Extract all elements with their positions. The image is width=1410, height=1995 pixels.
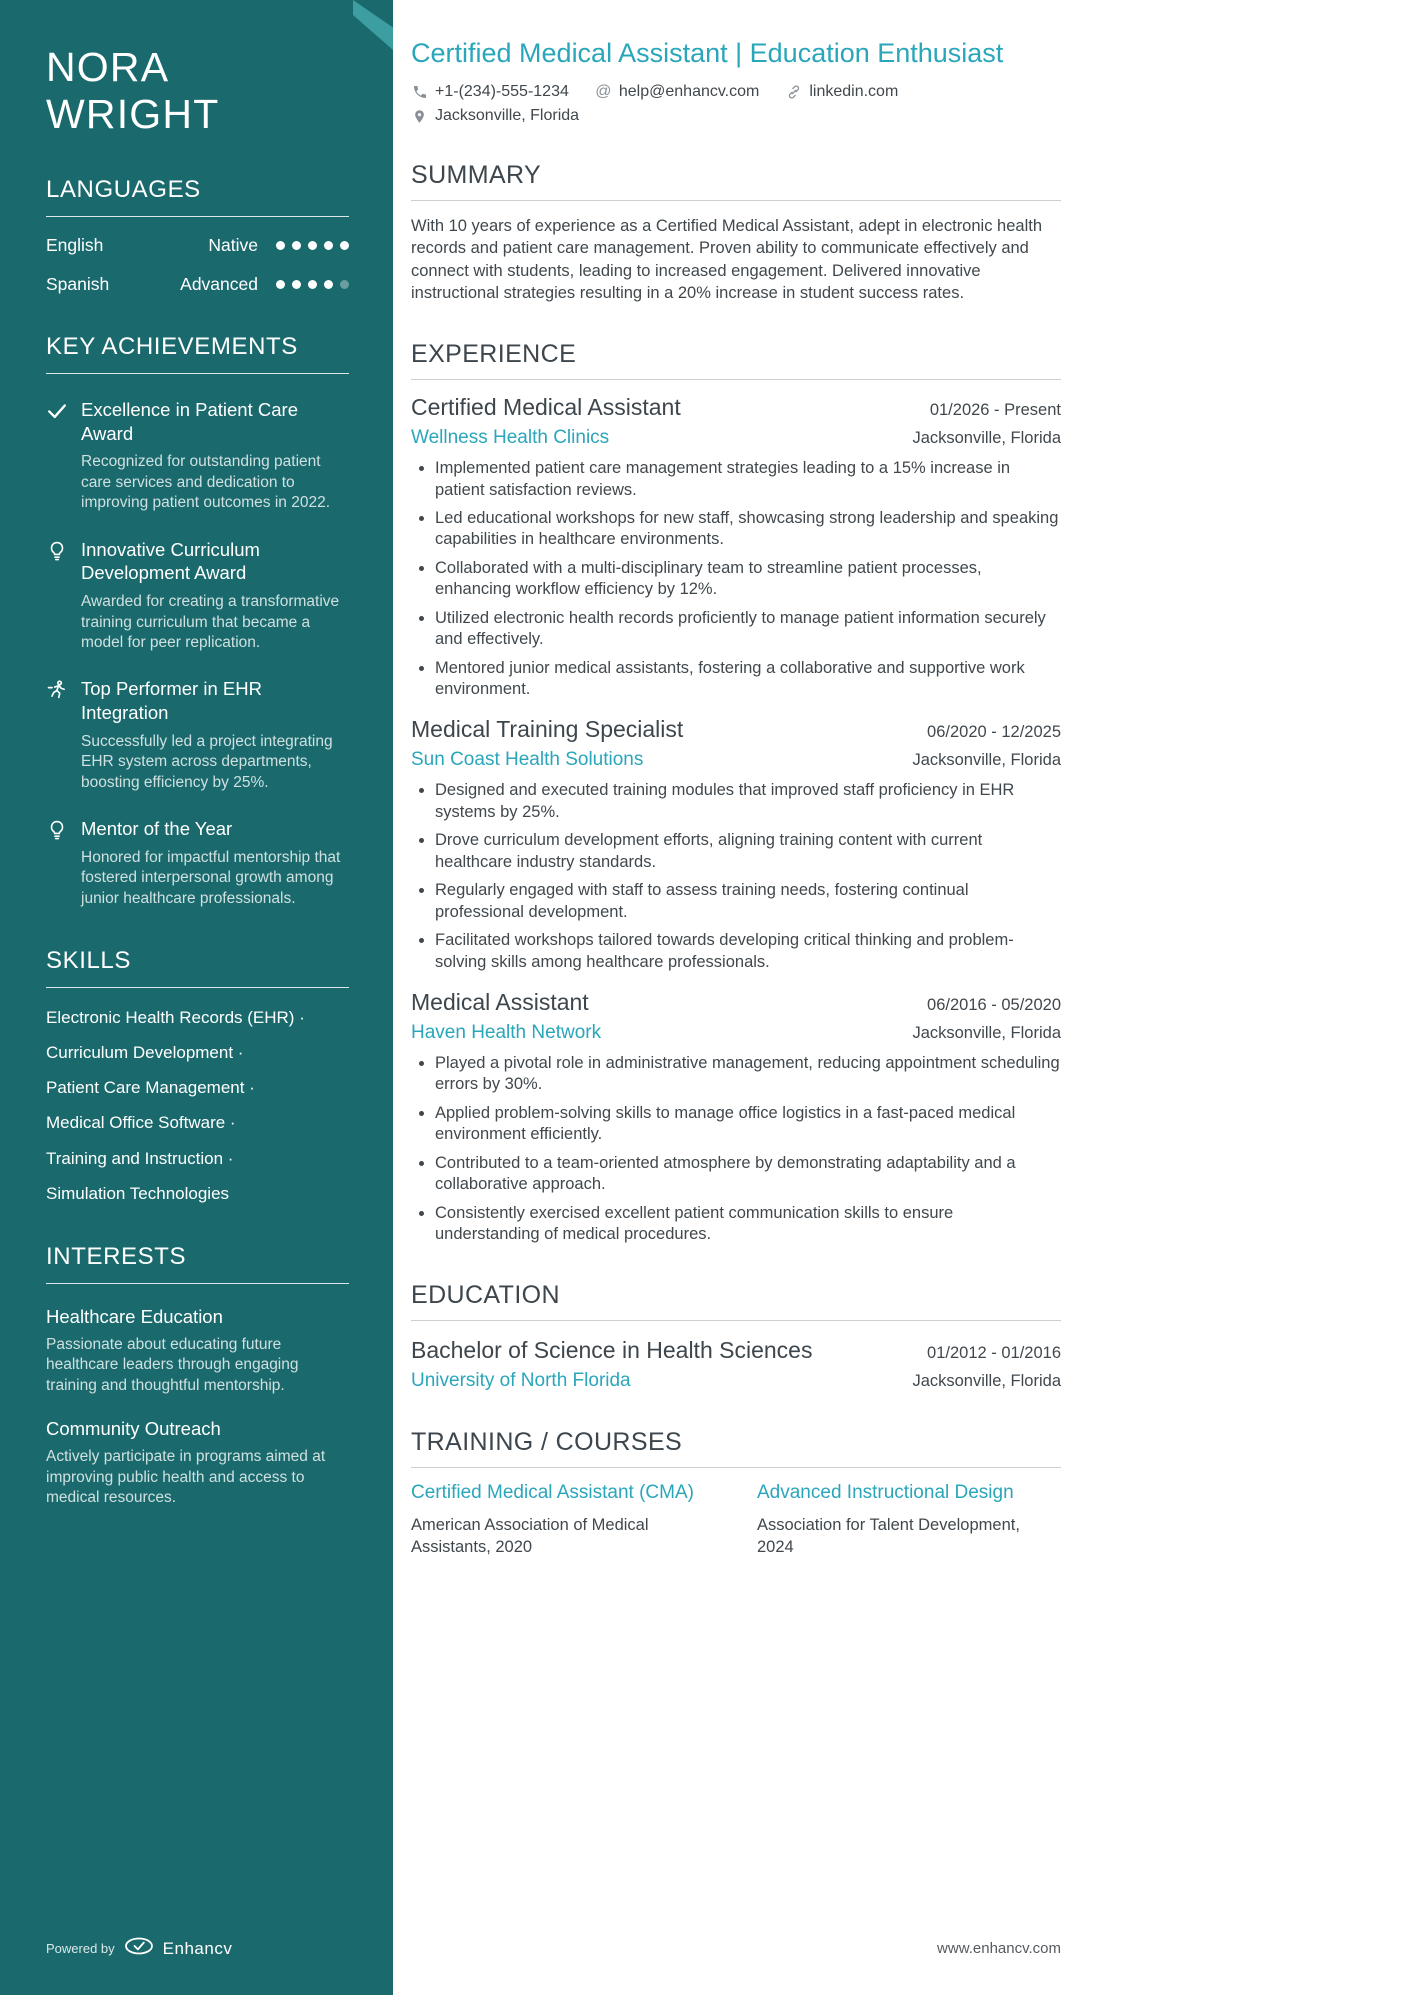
course-item xyxy=(411,1482,715,1559)
experience-entry xyxy=(411,989,1061,1246)
summary-text: With 10 years of experience as a Certified Medical Assistant, adept in electronic health records and patient care management. Proven ability to communicate effectively and connect with students, leading to increased engagement. Delivered innovative instructional strategies resulting in a 20% increase in student success rates. xyxy=(411,217,1042,302)
language-row xyxy=(46,235,349,256)
proficiency-dot xyxy=(292,280,301,289)
job-subheader-row xyxy=(411,427,1061,449)
email-contact[interactable] xyxy=(595,83,759,101)
achievement-title: Innovative Curriculum Development Award xyxy=(81,538,260,584)
phone-contact[interactable] xyxy=(411,83,569,101)
course-provider: American Association of Medical Assistants, 2020 xyxy=(411,1516,649,1557)
enhancv-brand-text: Enhancv xyxy=(162,1938,233,1958)
key-achievements-heading: KEY ACHIEVEMENTS xyxy=(46,333,349,374)
achievement-text: Recognized for outstanding patient care services and dedication to improving patient outcomes in 2022. xyxy=(81,453,331,512)
achievement-item xyxy=(46,677,349,793)
interest-item xyxy=(46,1418,349,1508)
language-level: Native xyxy=(208,235,258,255)
course-item xyxy=(757,1482,1061,1559)
sidebar-accent-stripe xyxy=(353,0,393,50)
education-subheader-row xyxy=(411,1370,1061,1392)
proficiency-dot xyxy=(276,241,285,250)
job-header-row xyxy=(411,716,1061,743)
achievement-text: Successfully led a project integrating EHR system across departments, boosting efficiency by 25%. xyxy=(81,732,333,791)
course-title: Advanced Instructional Design xyxy=(757,1482,1014,1504)
job-header-row xyxy=(411,989,1061,1016)
enhancv-logo-icon xyxy=(124,1936,154,1961)
achievement-item xyxy=(46,817,349,909)
job-subheader-row xyxy=(411,1022,1061,1044)
school-location: Jacksonville, Florida xyxy=(912,1372,1061,1391)
achievement-body xyxy=(81,817,349,909)
job-bullet: • Led educational workshops for new staff, showcasing strong leadership and speaking capabilities in healthcare environments. xyxy=(435,508,1061,551)
job-dates: 06/2016 - 05/2020 xyxy=(927,995,1061,1014)
job-bullets xyxy=(411,1053,1061,1246)
lightbulb-icon xyxy=(46,819,68,846)
job-bullet: • Applied problem-solving skills to manage office logistics in a fast-paced medical environment efficiently. xyxy=(435,1103,1061,1146)
training-heading: TRAINING / COURSES xyxy=(411,1428,1061,1468)
interests-section xyxy=(46,1243,349,1509)
link-text: linkedin.com xyxy=(809,83,899,100)
skills-list xyxy=(46,994,349,1205)
achievement-body xyxy=(81,398,349,514)
phone-icon xyxy=(411,84,428,101)
skill-item: Patient Care Management · xyxy=(46,1078,255,1098)
job-location: Jacksonville, Florida xyxy=(912,751,1061,770)
job-title: Medical Training Specialist xyxy=(411,716,684,743)
achievement-title: Mentor of the Year xyxy=(81,818,233,840)
experience-entry xyxy=(411,716,1061,973)
achievement-body xyxy=(81,677,349,793)
email-at-icon: @ xyxy=(595,83,612,100)
education-dates: 01/2012 - 01/2016 xyxy=(927,1344,1061,1363)
job-bullet: • Contributed to a team-oriented atmosphere by demonstrating adaptability and a collaborative approach. xyxy=(435,1153,1061,1196)
education-heading: EDUCATION xyxy=(411,1281,1061,1321)
job-location: Jacksonville, Florida xyxy=(912,1023,1061,1042)
proficiency-dot xyxy=(308,280,317,289)
main-column xyxy=(411,0,1061,1559)
resume-headline: Certified Medical Assistant | Education Enthusiast xyxy=(411,38,1004,68)
course-title: Certified Medical Assistant (CMA) xyxy=(411,1482,694,1504)
job-company: Haven Health Network xyxy=(411,1021,602,1043)
achievement-text: Honored for impactful mentorship that fostered interpersonal growth among junior healthcare professionals. xyxy=(81,848,341,907)
skill-item: Curriculum Development · xyxy=(46,1043,244,1063)
check-icon xyxy=(46,400,68,427)
proficiency-dot xyxy=(340,241,349,250)
sidebar xyxy=(0,0,393,1995)
key-achievements-section xyxy=(46,333,349,909)
achievement-text: Awarded for creating a transformative training curriculum that became a model for peer replication. xyxy=(81,593,340,651)
job-bullet: • Implemented patient care management strategies leading to a 15% increase in patient satisfaction reviews. xyxy=(435,458,1061,501)
experience-heading: EXPERIENCE xyxy=(411,340,1061,380)
powered-by-label: Powered by xyxy=(46,1941,115,1956)
achievement-title: Excellence in Patient Care Award xyxy=(81,399,298,444)
job-bullet: • Utilized electronic health records proficiently to manage patient information securely and effectively. xyxy=(435,608,1061,651)
job-bullet: • Consistently exercised excellent patient communication skills to ensure understanding of medical procedures. xyxy=(435,1203,1061,1246)
achievement-item xyxy=(46,538,349,654)
job-dates: 06/2020 - 12/2025 xyxy=(927,723,1061,742)
skill-item: Simulation Technologies xyxy=(46,1183,230,1203)
interest-title: Healthcare Education xyxy=(46,1305,223,1327)
degree-title: Bachelor of Science in Health Sciences xyxy=(411,1337,813,1364)
job-location: Jacksonville, Florida xyxy=(912,429,1061,448)
skill-item: Electronic Health Records (EHR) · xyxy=(46,1008,305,1028)
proficiency-dot xyxy=(340,280,349,289)
proficiency-dot xyxy=(292,241,301,250)
job-dates: 01/2026 - Present xyxy=(929,401,1061,420)
runner-icon xyxy=(46,679,68,706)
proficiency-dot xyxy=(276,280,285,289)
languages-section xyxy=(46,176,349,295)
proficiency-dot xyxy=(308,241,317,250)
skill-item: Medical Office Software · xyxy=(46,1113,236,1133)
powered-by xyxy=(46,1936,232,1961)
job-company: Wellness Health Clinics xyxy=(411,427,610,449)
interest-item xyxy=(46,1306,349,1396)
link-contact[interactable] xyxy=(785,83,898,101)
interest-text: Passionate about educating future healthcare leaders through engaging training and thoughtful mentorship. xyxy=(46,1335,299,1394)
job-bullet: • Facilitated workshops tailored towards developing critical thinking and problem-solving skills among healthcare professionals. xyxy=(435,930,1061,973)
training-grid xyxy=(411,1482,1061,1559)
location-text: Jacksonville, Florida xyxy=(435,107,580,124)
interests-heading: INTERESTS xyxy=(46,1243,349,1284)
candidate-name: NORA WRIGHT xyxy=(46,44,220,137)
proficiency-dot xyxy=(324,241,333,250)
job-bullets xyxy=(411,780,1061,973)
interest-title: Community Outreach xyxy=(46,1418,221,1440)
job-bullet: • Played a pivotal role in administrative management, reducing appointment scheduling errors by 30%. xyxy=(435,1053,1061,1096)
job-bullet: • Collaborated with a multi-disciplinary team to streamline patient processes, enhancing workflow efficiency by 12%. xyxy=(435,558,1061,601)
course-provider: Association for Talent Development, 2024 xyxy=(757,1516,1020,1557)
job-header-row xyxy=(411,394,1061,421)
skills-heading: SKILLS xyxy=(46,947,349,988)
job-title: Medical Assistant xyxy=(411,988,589,1015)
website-link[interactable]: www.enhancv.com xyxy=(937,1940,1061,1957)
job-bullets xyxy=(411,458,1061,700)
language-name: English xyxy=(46,235,104,255)
job-subheader-row xyxy=(411,749,1061,771)
phone-number: +1-(234)-555-1234 xyxy=(435,83,569,100)
experience-entry xyxy=(411,394,1061,700)
location-contact xyxy=(411,107,579,125)
job-bullet: • Drove curriculum development efforts, aligning training content with current healthcare industry standards. xyxy=(435,830,1061,873)
interest-text: Actively participate in programs aimed at improving public health and access to medical resources. xyxy=(46,1448,326,1506)
location-pin-icon xyxy=(411,108,428,125)
link-icon xyxy=(785,84,802,101)
job-bullet: • Mentored junior medical assistants, fostering a collaborative and supportive work environment. xyxy=(435,658,1061,701)
education-header-row xyxy=(411,1337,1061,1364)
job-company: Sun Coast Health Solutions xyxy=(411,749,644,771)
summary-heading: SUMMARY xyxy=(411,161,1061,201)
school-name: University of North Florida xyxy=(411,1370,631,1392)
language-level: Advanced xyxy=(180,274,258,294)
contact-row xyxy=(411,83,1061,101)
location-row xyxy=(411,107,1061,125)
lightbulb-icon xyxy=(46,540,68,567)
languages-heading: LANGUAGES xyxy=(46,176,349,217)
education-entry xyxy=(411,1337,1061,1392)
proficiency-dot xyxy=(324,280,333,289)
achievement-item xyxy=(46,398,349,514)
email-address: help@enhancv.com xyxy=(618,83,760,100)
job-title: Certified Medical Assistant xyxy=(411,394,681,421)
job-bullet: • Regularly engaged with staff to assess training needs, fostering continual professional development. xyxy=(435,880,1061,923)
achievement-body xyxy=(81,538,349,654)
language-name: Spanish xyxy=(46,274,110,294)
language-row xyxy=(46,274,349,295)
skills-section xyxy=(46,947,349,1205)
job-bullet: • Designed and executed training modules that improved staff proficiency in EHR systems by 25%. xyxy=(435,780,1061,823)
language-proficiency-dots xyxy=(276,280,349,289)
language-proficiency-dots xyxy=(276,241,349,250)
skill-item: Training and Instruction · xyxy=(46,1148,234,1168)
achievement-title: Top Performer in EHR Integration xyxy=(81,678,262,724)
